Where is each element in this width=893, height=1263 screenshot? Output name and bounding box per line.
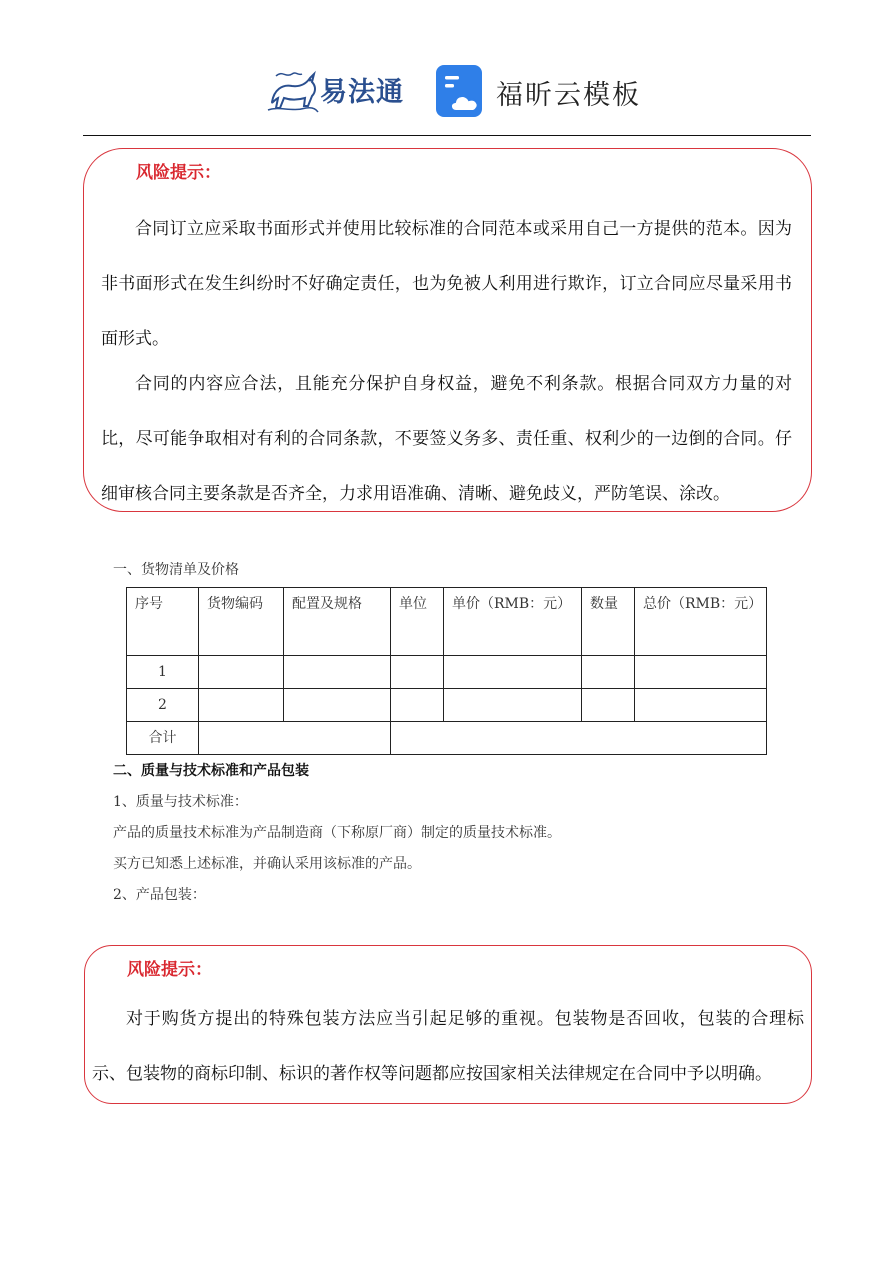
table-row	[127, 656, 767, 689]
table-cell	[199, 656, 284, 689]
table-cell	[582, 689, 635, 722]
quality-standard-item: 1、质量与技术标准：	[113, 794, 248, 810]
yifatong-logo	[262, 62, 412, 118]
header-cell: 数量	[582, 588, 635, 656]
table-cell	[635, 689, 767, 722]
row-index-cell: 1	[127, 656, 199, 689]
header-cell: 单位	[391, 588, 444, 656]
header-cell: 单价（RMB：元）	[444, 588, 582, 656]
table-row	[127, 689, 767, 722]
table-cell	[635, 656, 767, 689]
risk-notice-title-2: 风险提示：	[127, 960, 212, 980]
brand-left-text: 易法通	[320, 77, 404, 108]
packaging-item: 2、产品包装：	[113, 887, 206, 903]
table-total-row	[127, 722, 767, 755]
risk-notice-paragraph-2: 合同的内容应合法，且能充分保护自身权益，避免不利条款。根据合同双方力量的对比，尽可能争取相对有利的合同条款，不要签义务多、责任重、权利少的一边倒的合同。仔细审核合同主要条款是否齐全，力求用语准确、清晰、避免歧义，严防笔误、涂改。	[101, 374, 792, 504]
table-cell	[284, 689, 391, 722]
risk-notice-title-1: 风险提示：	[136, 163, 221, 183]
risk-notice-paragraph-3: 对于购货方提出的特殊包装方法应当引起足够的重视。包装物是否回收，包装的合理标示、包装物的商标印制、标识的著作权等问题都应按国家相关法律规定在合同中予以明确。	[92, 1009, 804, 1084]
table-cell	[444, 656, 582, 689]
table-cell	[391, 656, 444, 689]
table-cell	[391, 722, 767, 755]
section-goods-title: 一、货物清单及价格	[113, 562, 239, 578]
table-header-row	[127, 588, 767, 656]
total-label-cell: 合计	[127, 722, 199, 755]
header-cell: 序号	[127, 588, 199, 656]
quality-standard-line-1: 产品的质量技术标准为产品制造商（下称原厂商）制定的质量技术标准。	[113, 825, 561, 841]
row-index-cell: 2	[127, 689, 199, 722]
header-cell: 货物编码	[199, 588, 284, 656]
header-cell: 配置及规格	[284, 588, 391, 656]
goods-price-table	[126, 587, 767, 755]
table-cell	[582, 656, 635, 689]
section-quality-title: 二、质量与技术标准和产品包装	[113, 763, 309, 779]
table-cell	[199, 722, 391, 755]
table-cell	[284, 656, 391, 689]
fuxin-cloud-logo	[436, 65, 488, 121]
risk-notice-paragraph-1: 合同订立应采取书面形式并使用比较标准的合同范本或采用自己一方提供的范本。因为非书面形式在发生纠纷时不好确定责任，也为免被人利用进行欺诈，订立合同应尽量采用书面形式。	[101, 219, 792, 349]
page-header	[0, 60, 893, 120]
table-cell	[199, 689, 284, 722]
table-cell	[444, 689, 582, 722]
qilin-icon	[262, 62, 322, 118]
header-divider	[83, 135, 811, 136]
cloud-document-icon	[436, 65, 488, 117]
brand-right-text: 福昕云模板	[496, 80, 641, 111]
header-cell: 总价（RMB：元）	[635, 588, 767, 656]
table-cell	[391, 689, 444, 722]
quality-standard-line-2: 买方已知悉上述标准，并确认采用该标准的产品。	[113, 856, 421, 872]
